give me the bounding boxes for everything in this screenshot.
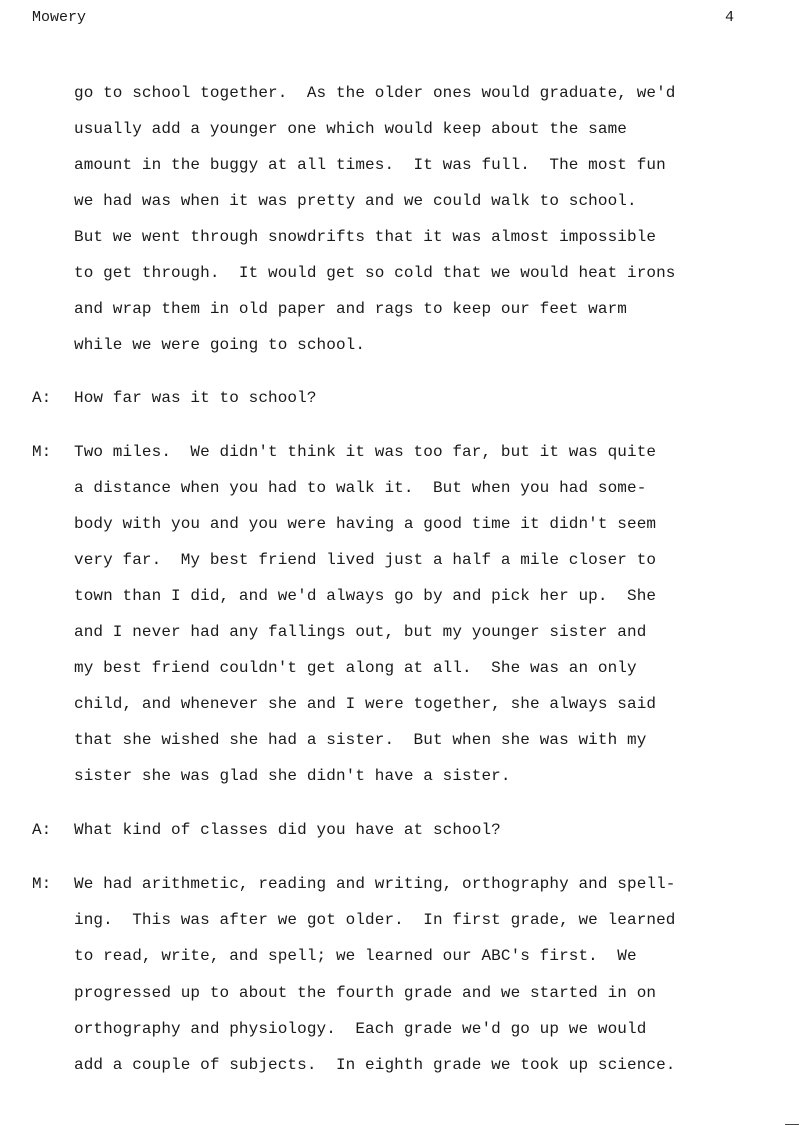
text-line: town than I did, and we'd always go by and pick her up. She [74, 587, 657, 605]
text-line: to get through. It would get so cold that we would heat irons [74, 264, 676, 282]
text-line: and I never had any fallings out, but my younger sister and [74, 623, 647, 641]
text-line: my best friend couldn't get along at all. She was an only [74, 659, 637, 677]
text-line: we had was when it was pretty and we could walk to school. [74, 192, 637, 210]
text-line: Two miles. We didn't think it was too far, but it was quite [74, 443, 657, 461]
text-line: to read, write, and spell; we learned our ABC's first. We [74, 947, 637, 965]
speaker-label: M: [32, 875, 52, 893]
text-line: amount in the buggy at all times. It was full. The most fun [74, 156, 666, 174]
speaker-label: A: [32, 389, 52, 407]
text-line: sister she was glad she didn't have a sister. [74, 767, 511, 785]
text-line: orthography and physiology. Each grade we'd go up we would [74, 1020, 647, 1038]
text-line: go to school together. As the older ones would graduate, we'd [74, 84, 676, 102]
text-line: What kind of classes did you have at school? [74, 821, 501, 839]
text-line: while we were going to school. [74, 336, 366, 354]
text-line: progressed up to about the fourth grade and we started in on [74, 984, 657, 1002]
speaker-label: M: [32, 443, 52, 461]
header-name: Mowery [32, 9, 87, 26]
text-line: child, and whenever she and I were together, she always said [74, 695, 657, 713]
text-line: very far. My best friend lived just a half a mile closer to [74, 551, 657, 569]
text-line: But we went through snowdrifts that it was almost impossible [74, 228, 657, 246]
text-line: We had arithmetic, reading and writing, orthography and spell- [74, 875, 676, 893]
text-line: that she wished she had a sister. But when she was with my [74, 731, 647, 749]
text-line: body with you and you were having a good time it didn't seem [74, 515, 657, 533]
page-number: 4 [725, 9, 735, 26]
text-line: How far was it to school? [74, 389, 317, 407]
text-line: usually add a younger one which would keep about the same [74, 120, 627, 138]
text-line: a distance when you had to walk it. But when you had some- [74, 479, 647, 497]
text-line: and wrap them in old paper and rags to keep our feet warm [74, 300, 627, 318]
speaker-label: A: [32, 821, 52, 839]
text-line: add a couple of subjects. In eighth grade we took up science. [74, 1056, 676, 1074]
text-line: ing. This was after we got older. In first grade, we learned [74, 911, 676, 929]
